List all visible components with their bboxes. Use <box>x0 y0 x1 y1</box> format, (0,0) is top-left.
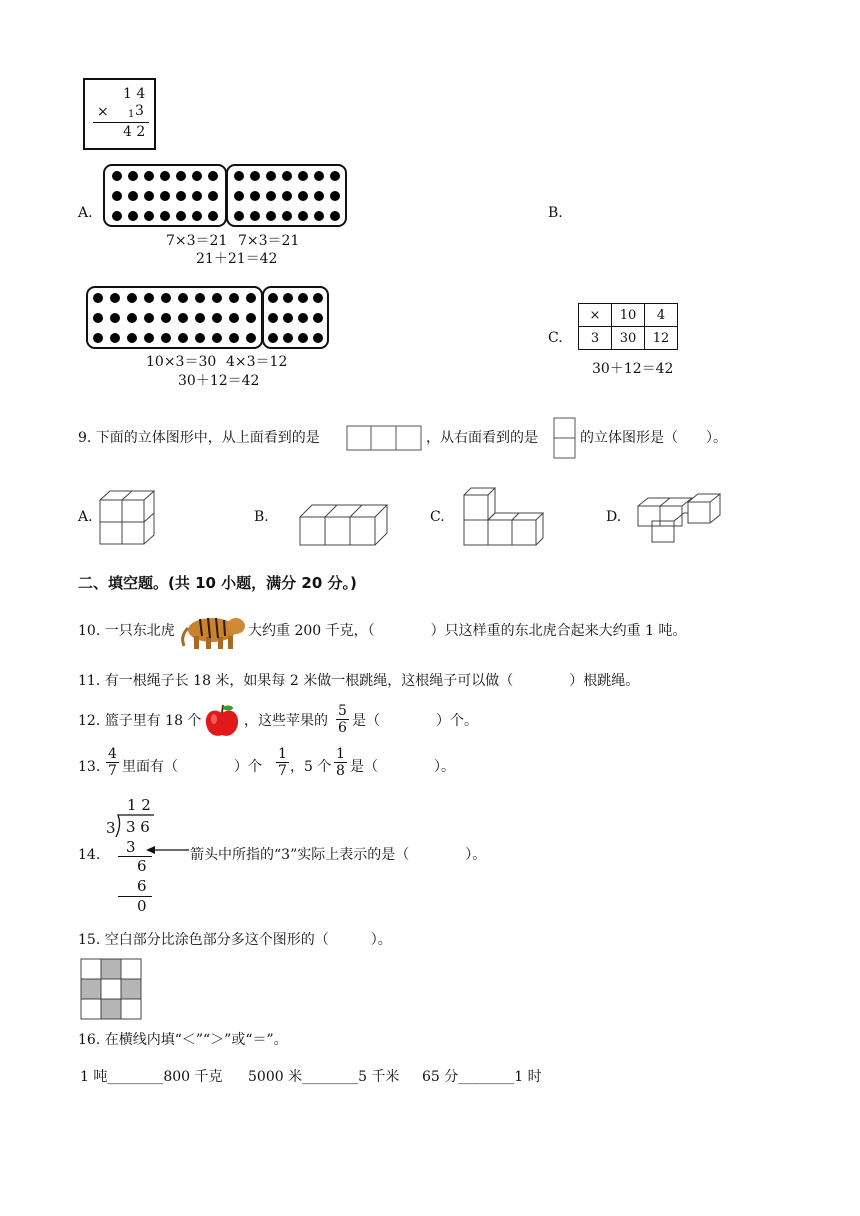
dot <box>127 313 137 323</box>
table-cell: 4 <box>645 304 678 327</box>
q9-option-a-label: A. <box>78 509 93 525</box>
dot <box>298 171 308 181</box>
dot <box>314 211 324 221</box>
division-step-4: 0 <box>137 897 147 915</box>
q9-option-a-solid <box>98 488 158 546</box>
section-2-title: 二、填空题。(共 10 小题，满分 20 分。) <box>78 574 357 592</box>
dot <box>160 171 170 181</box>
fraction-denominator: 6 <box>338 720 347 736</box>
table-cell: × <box>579 304 612 327</box>
dot <box>144 313 154 323</box>
q9-text-pre: 9. 下面的立体图形中，从上面看到的是 <box>78 430 320 446</box>
dot <box>176 191 186 201</box>
q14-text: 箭头中所指的“3”实际上表示的是（ ）。 <box>190 847 487 863</box>
division-divisor: 3 <box>106 819 116 837</box>
dot <box>212 313 222 323</box>
dot <box>282 171 292 181</box>
dot-array-b-left <box>86 286 263 349</box>
dot <box>144 211 154 221</box>
dot <box>144 171 154 181</box>
dot <box>268 293 278 303</box>
q13-text-3: 是（ ）。 <box>350 759 455 775</box>
dot <box>298 333 308 343</box>
dot <box>110 293 120 303</box>
dot <box>268 313 278 323</box>
dot <box>246 313 256 323</box>
dot <box>127 333 137 343</box>
fraction-numerator: 5 <box>338 703 347 719</box>
dot <box>208 171 218 181</box>
dot <box>298 293 308 303</box>
dot <box>212 293 222 303</box>
dot <box>128 171 138 181</box>
dot <box>266 171 276 181</box>
q13-text-2: ，5 个 <box>290 759 332 775</box>
dot <box>283 293 293 303</box>
mult-line <box>93 122 149 123</box>
tiger-image <box>180 606 246 650</box>
option-c-sum: 30＋12＝42 <box>592 361 674 377</box>
q9-text-mid: ，从右面看到的是 <box>426 430 538 446</box>
dot <box>176 211 186 221</box>
dot <box>266 191 276 201</box>
q16-item-2: 5000 米________5 千米 <box>248 1069 400 1085</box>
dot <box>313 333 323 343</box>
dot <box>161 313 171 323</box>
dot <box>330 191 340 201</box>
division-step-1: 3 <box>126 838 136 856</box>
fraction-denominator: 7 <box>278 763 287 779</box>
dot <box>212 333 222 343</box>
q16-item-3: 65 分________1 时 <box>422 1069 542 1085</box>
dot-array-b-right <box>262 286 329 349</box>
dot <box>112 171 122 181</box>
mult-row2: 3 <box>135 103 144 119</box>
q14-label: 14. <box>78 847 101 863</box>
dot <box>330 211 340 221</box>
q12-text-pre: 12. 篮子里有 18 个 <box>78 713 202 729</box>
dot <box>314 191 324 201</box>
dot <box>282 211 292 221</box>
dot <box>208 211 218 221</box>
dot <box>178 293 188 303</box>
dot <box>93 293 103 303</box>
dot <box>160 211 170 221</box>
mult-sign: × <box>97 104 109 120</box>
mult-carry: 1 <box>128 109 135 120</box>
fraction-numerator: 1 <box>336 746 345 762</box>
dot <box>161 293 171 303</box>
dot <box>93 333 103 343</box>
q13-fraction-2 <box>276 746 289 779</box>
apple-image <box>203 703 241 739</box>
dot <box>192 191 202 201</box>
dot <box>127 293 137 303</box>
mult-row1: 1 4 <box>123 86 146 102</box>
dot <box>144 293 154 303</box>
q12-text-mid: ，这些苹果的 <box>244 713 328 729</box>
table-cell: 10 <box>612 304 645 327</box>
division-step-2: 6 <box>137 857 147 875</box>
q9-option-c-solid <box>462 486 548 548</box>
dot <box>144 191 154 201</box>
dot <box>229 333 239 343</box>
dot <box>282 191 292 201</box>
division-dividend: 3 6 <box>126 818 150 836</box>
table-row <box>579 327 678 350</box>
q9-option-b-label: B. <box>254 509 269 525</box>
fraction-numerator: 4 <box>108 746 117 762</box>
q9-option-d-label: D. <box>606 509 622 525</box>
dot <box>161 333 171 343</box>
option-a-sum: 21＋21＝42 <box>196 251 278 267</box>
dot-array-a-left <box>103 164 227 227</box>
dot <box>178 313 188 323</box>
q9-text-post: 的立体图形是（ ）。 <box>580 430 727 446</box>
dot <box>313 313 323 323</box>
fraction-numerator: 1 <box>278 746 287 762</box>
option-b-right-caption: 4×3＝12 <box>226 354 288 370</box>
dot <box>144 333 154 343</box>
q13-text-1: 里面有（ ）个 <box>122 759 262 775</box>
dot <box>160 191 170 201</box>
q16-item-1: 1 吨________800 千克 <box>80 1069 223 1085</box>
dot <box>112 211 122 221</box>
table-cell: 3 <box>579 327 612 350</box>
dot <box>195 293 205 303</box>
q10-text-post: 大约重 200 千克，（ ）只这样重的东北虎合起来大约重 1 吨。 <box>248 623 687 639</box>
q9-option-b-solid <box>298 500 392 548</box>
dot <box>266 211 276 221</box>
dot <box>330 171 340 181</box>
dot <box>283 313 293 323</box>
dot <box>234 171 244 181</box>
dot <box>110 313 120 323</box>
dot <box>234 211 244 221</box>
dot <box>176 171 186 181</box>
q10-text-pre: 10. 一只东北虎 <box>78 623 175 639</box>
dot <box>250 211 260 221</box>
dot <box>128 211 138 221</box>
dot <box>93 313 103 323</box>
option-b-left-caption: 10×3＝30 <box>146 354 217 370</box>
dot <box>208 191 218 201</box>
q11-text: 11. 有一根绳子长 18 米，如果每 2 米做一根跳绳，这根绳子可以做（ ）根跳绳。 <box>78 673 640 689</box>
dot <box>178 333 188 343</box>
dot <box>246 333 256 343</box>
fraction-denominator: 8 <box>336 763 345 779</box>
fraction-denominator: 7 <box>108 763 117 779</box>
arrow-icon <box>146 844 190 856</box>
long-division <box>104 795 164 917</box>
dot <box>246 293 256 303</box>
q16-text: 16. 在横线内填“＜”“＞”或“＝”。 <box>78 1032 288 1048</box>
division-line-2 <box>118 896 152 897</box>
option-a-right-caption: 7×3＝21 <box>238 233 300 249</box>
division-quotient: 1 2 <box>127 796 151 814</box>
dot <box>112 191 122 201</box>
dot <box>195 333 205 343</box>
q13-fraction-1 <box>106 746 119 779</box>
dot <box>229 313 239 323</box>
q13-fraction-3 <box>334 746 347 779</box>
dot <box>250 191 260 201</box>
option-b-sum: 30＋12＝42 <box>178 373 260 389</box>
option-a-label: A. <box>78 205 93 221</box>
dot-array-a-right <box>226 164 347 227</box>
dot <box>298 191 308 201</box>
dot <box>283 333 293 343</box>
table-cell: 12 <box>645 327 678 350</box>
multiplication-table <box>578 303 678 350</box>
right-view-figure <box>553 417 577 459</box>
dot <box>128 191 138 201</box>
dot <box>192 171 202 181</box>
dot <box>314 171 324 181</box>
option-a-left-caption: 7×3＝21 <box>166 233 228 249</box>
q12-fraction <box>336 703 349 736</box>
dot <box>250 171 260 181</box>
division-step-3: 6 <box>137 877 147 895</box>
q15-text: 15. 空白部分比涂色部分多这个图形的（ ）。 <box>78 932 392 948</box>
division-line-1 <box>118 856 152 857</box>
dot <box>298 313 308 323</box>
grid-figure <box>80 958 142 1020</box>
dot <box>268 333 278 343</box>
dot <box>195 313 205 323</box>
dot <box>298 211 308 221</box>
mult-result: 4 2 <box>123 124 146 140</box>
dot <box>313 293 323 303</box>
dot <box>110 333 120 343</box>
dot <box>229 293 239 303</box>
table-cell: 30 <box>612 327 645 350</box>
q9-option-c-label: C. <box>430 509 445 525</box>
q9-option-d-solid <box>636 492 726 544</box>
option-b-label: B. <box>548 205 563 221</box>
vertical-multiplication <box>83 78 156 150</box>
dot <box>192 211 202 221</box>
dot <box>234 191 244 201</box>
top-view-figure <box>346 425 422 451</box>
q12-text-post: 是（ ）个。 <box>352 713 478 729</box>
option-c-label: C. <box>548 330 563 346</box>
q13-label: 13. <box>78 759 101 775</box>
table-row <box>579 304 678 327</box>
